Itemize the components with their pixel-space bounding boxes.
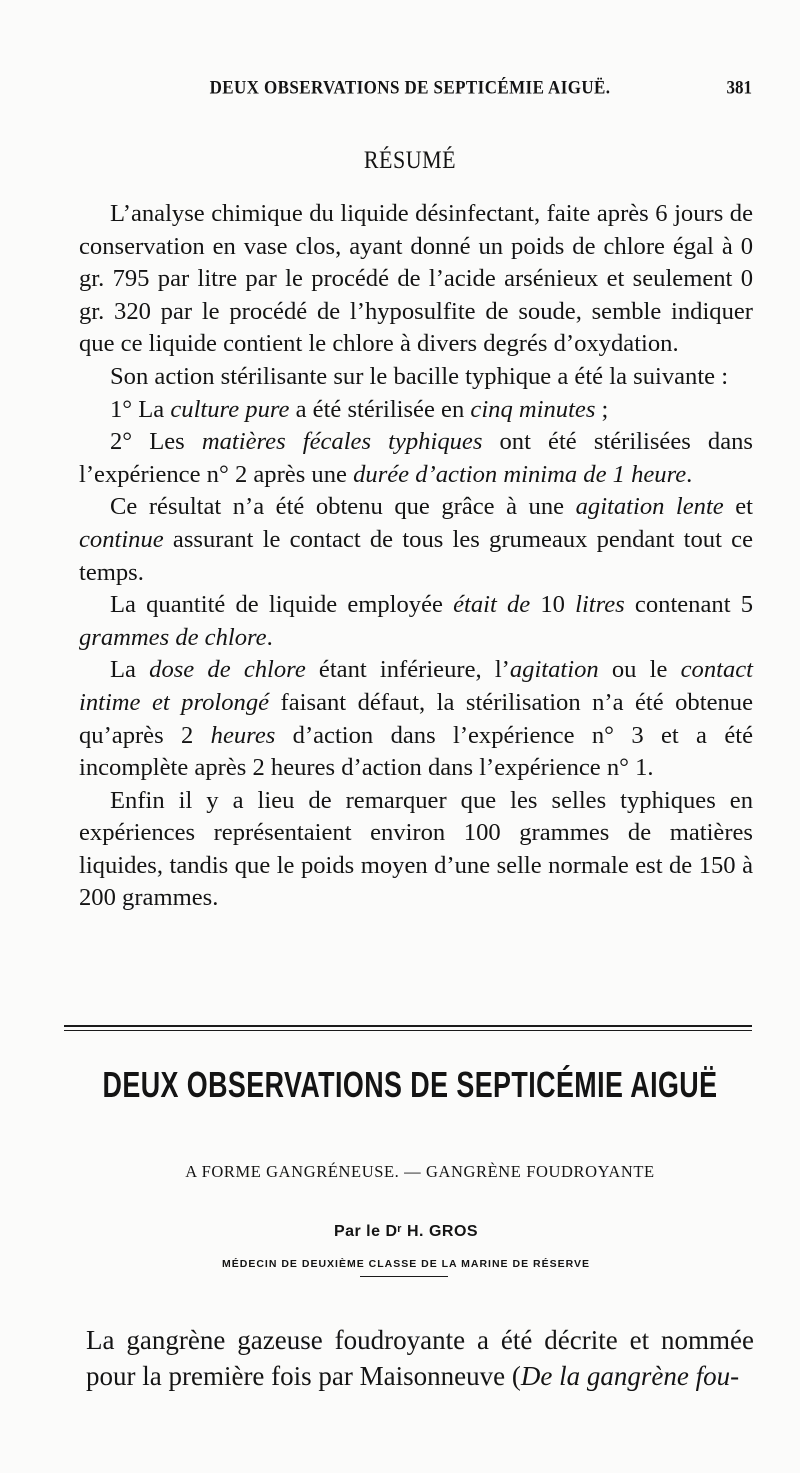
paragraph-chemical-analysis: L’analyse chimique du liquide désinfectant, faite après 6 jours de conservation en vase clos, ayant donné un poids de chlore égal à 0 gr. 795 par litre par le procédé de l’acide arsénieux et seulement 0 gr. 320 par le procédé de l’hyposulfite de soude, semble indiquer que ce liquide contient le chlore à divers degrés d’oxydation. <box>79 200 753 358</box>
text-run: 2° Les <box>110 428 202 456</box>
text-run: . <box>686 460 693 488</box>
paragraph-dose <box>79 654 753 784</box>
paragraph-quantity <box>79 589 753 654</box>
section-divider-thick <box>64 1025 752 1027</box>
text-run: a été stérilisée en <box>289 395 471 423</box>
paragraph-point-1 <box>79 394 753 427</box>
text-run: ; <box>595 395 609 423</box>
author-affiliation: MÉDECIN DE DEUXIÈME CLASSE DE LA MARINE DE RÉSERVE <box>222 1258 590 1270</box>
text-run: Ce résultat n’a été obtenu que grâce à une <box>110 493 576 521</box>
emphasis: continue <box>79 525 164 553</box>
paragraph-point-2 <box>79 426 753 491</box>
article-title: DEUX OBSERVATIONS DE SEPTICÉMIE AIGUË <box>102 1064 718 1106</box>
opening-paragraph <box>86 1322 754 1394</box>
author-byline: Par le Dʳ H. GROS <box>333 1223 479 1240</box>
paragraph-conclusion: Enfin il y a lieu de remarquer que les selles typhiques en expériences représentaient environ 100 grammes de matières liquides, tandis que le poids moyen d’une selle normale est de 150 à 200 grammes. <box>79 786 753 912</box>
text-run: étant inférieure, l’ <box>305 656 510 684</box>
emphasis: durée d’action minima de 1 heure <box>353 460 687 488</box>
text-run: ont été stérilisées dans l’expérience n° 2 après une <box>79 428 753 488</box>
emphasis: De la gangrène fou- <box>520 1361 740 1391</box>
emphasis: dose de chlore <box>149 656 306 684</box>
emphasis: matières fécales typhiques <box>201 428 483 456</box>
resume-heading: RÉSUMÉ <box>363 145 457 174</box>
text-run: faisant défaut, la stérilisation n’a été obtenue qu’après 2 <box>79 688 753 749</box>
resume-body <box>79 198 753 915</box>
text-run: ou le <box>598 656 681 684</box>
text-run: contenant 5 <box>624 591 753 619</box>
text-run: et <box>723 493 754 521</box>
text-run: 1° La <box>110 395 171 423</box>
text-run: . <box>266 623 273 651</box>
page-number: 381 <box>726 76 752 99</box>
emphasis: agitation lente <box>575 493 724 521</box>
paragraph-agitation <box>79 491 753 589</box>
emphasis: contact intime et prolongé <box>79 656 753 716</box>
emphasis: grammes de chlore <box>79 623 267 651</box>
emphasis: heures <box>210 721 276 749</box>
running-head: DEUX OBSERVATIONS DE SEPTICÉMIE AIGUË. <box>209 76 611 99</box>
article-subtitle: A FORME GANGRÉNEUSE. — GANGRÈNE FOUDROYANTE <box>185 1162 655 1181</box>
section-divider-thin <box>64 1030 752 1031</box>
paragraph-sterilising-action: Son action stérilisante sur le bacille typhique a été la suivante : <box>110 362 729 390</box>
article-opening <box>86 1322 754 1394</box>
emphasis: culture pure <box>170 395 290 423</box>
text-run: d’action dans l’expérience n° 3 et a été incomplète après 2 heures d’action dans l’expérience n° 1. <box>79 721 753 782</box>
byline-divider <box>360 1276 448 1277</box>
text-run: La <box>110 656 150 684</box>
emphasis: agitation <box>509 656 599 684</box>
text-run: assurant le contact de tous les grumeaux pendant tout ce temps. <box>79 525 753 586</box>
text-run: La gangrène gazeuse foudroyante a été décrite et nommée pour la première fois par Maisonneuve ( <box>86 1325 754 1391</box>
text-run: 10 <box>530 591 576 619</box>
emphasis: cinq minutes <box>470 395 596 423</box>
emphasis: était de <box>453 591 531 619</box>
emphasis: litres <box>575 591 625 619</box>
text-run: La quantité de liquide employée <box>110 591 454 619</box>
